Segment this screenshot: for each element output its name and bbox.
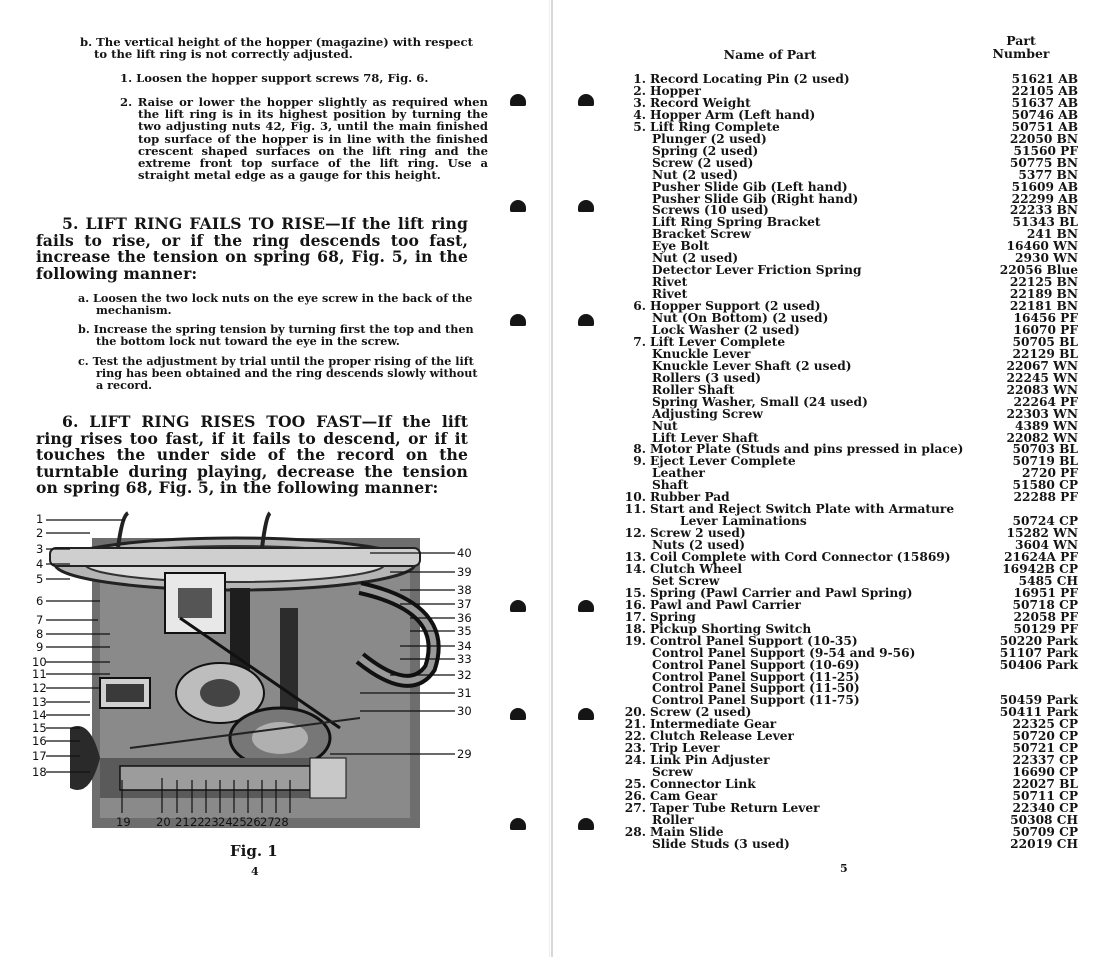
part-index: 8. <box>633 442 646 457</box>
binder-hole <box>510 314 526 326</box>
part-name: Main Slide <box>650 824 724 839</box>
part-name: Screw (2 used) <box>650 705 752 720</box>
fig-label-bottom: 22 <box>190 815 205 829</box>
fig-label-right: 30 <box>457 704 472 718</box>
part-number: 2930 WN <box>1015 251 1078 266</box>
part-index: 13. <box>624 550 646 564</box>
fig-label-left: 6 <box>36 594 44 608</box>
part-name: Rivet <box>652 275 688 290</box>
part-number: 51107 Park <box>999 645 1078 660</box>
fig-label-bottom: 21 <box>175 815 190 829</box>
part-name: Clutch Wheel <box>650 561 743 576</box>
binder-hole <box>510 600 526 612</box>
parts-row <box>556 659 1108 671</box>
part-number: 50775 BN <box>1009 155 1078 170</box>
parts-row <box>556 133 1108 145</box>
part-number: 50459 Park <box>999 693 1078 708</box>
part-name: Leather <box>652 466 705 481</box>
parts-row <box>556 360 1108 372</box>
part-number: 51637 AB <box>1011 95 1078 110</box>
part-name: Eject Lever Complete <box>650 454 796 469</box>
part-name: Screws (10 used) <box>652 203 769 218</box>
part-name: Spring (2 used) <box>652 143 759 158</box>
part-number: 51621 AB <box>1011 72 1078 86</box>
fig-label-left: 8 <box>36 627 44 641</box>
part-name: Control Panel Support (11-50) <box>652 681 860 696</box>
part-name: Detector Lever Friction Spring <box>652 263 862 278</box>
part-name: Spring Washer, Small (24 used) <box>652 394 868 409</box>
part-name: Lock Washer (2 used) <box>652 322 800 337</box>
part-name: Cam Gear <box>650 789 718 803</box>
part-number: 16070 PF <box>1013 322 1078 337</box>
part-name: Control Panel Support (10-69) <box>652 657 860 672</box>
part-index: 6. <box>633 299 646 314</box>
part-name: Record Weight <box>650 95 751 110</box>
part-name: Record Locating Pin (2 used) <box>650 72 850 86</box>
parts-row <box>556 408 1108 420</box>
part-name: Coil Complete with Cord Connector (15869) <box>650 550 951 564</box>
part-name: Connector Link <box>650 777 756 792</box>
part-number: 50703 BL <box>1012 442 1078 457</box>
part-name: Plunger (2 used) <box>652 131 767 146</box>
part-number: 16460 WN <box>1006 239 1078 254</box>
parts-row <box>556 216 1108 228</box>
parts-row <box>556 635 1108 647</box>
part-number: 22181 BN <box>1009 299 1078 314</box>
part-index: 7. <box>633 334 646 349</box>
part-name: Clutch Release Lever <box>650 729 794 744</box>
left-page <box>0 0 552 957</box>
part-index: 10. <box>624 490 646 505</box>
part-number: 50709 CP <box>1012 824 1078 839</box>
part-name: Pusher Slide Gib (Right hand) <box>652 191 859 206</box>
part-name: Eye Bolt <box>652 239 710 254</box>
part-name: Hopper Arm (Left hand) <box>650 107 816 122</box>
fig-label-right: 29 <box>457 747 472 761</box>
fig-label-bottom: 26 <box>246 815 261 829</box>
part-name: Nut (2 used) <box>652 167 739 182</box>
fig-label-left: 1 <box>36 512 44 526</box>
fig-label-right: 36 <box>457 611 472 625</box>
part-name: Spring (Pawl Carrier and Pawl Spring) <box>650 585 913 600</box>
part-name: Set Screw <box>652 573 720 588</box>
parts-row <box>556 157 1108 169</box>
part-name: Pusher Slide Gib (Left hand) <box>652 179 848 194</box>
part-number: 51560 PF <box>1013 143 1078 158</box>
section-6-heading: 6. LIFT RING RISES TOO FAST—If the lift ring rises too fast, if it fails to descend, or if it touches the under side of the record on the turntable during playing, decrease the tension on spring 68, Fig. 5, in the following manner: <box>36 412 468 498</box>
part-number: 51609 AB <box>1011 179 1078 194</box>
fig-label-right: 38 <box>457 583 472 597</box>
part-number: 50746 AB <box>1011 107 1078 122</box>
part-number: 4389 WN <box>1015 418 1078 433</box>
part-number: 50721 CP <box>1012 741 1078 756</box>
part-number: 241 BN <box>1026 227 1078 242</box>
part-number: 50711 CP <box>1012 789 1078 803</box>
part-number: 22325 CP <box>1012 717 1078 732</box>
parts-row <box>556 121 1108 133</box>
part-index: 21. <box>624 717 646 732</box>
fig-label-right: 32 <box>457 668 472 682</box>
part-index: 12. <box>624 526 646 541</box>
part-number: 22019 CH <box>1010 836 1078 851</box>
part-number: 51343 BL <box>1012 215 1078 230</box>
step-2: 2. Raise or lower the hopper slightly as required when the lift ring is in its highest position by turning the two adjusting nuts 42, Fig. 3, until the main finished top surface of the hopper is in line with the finished crescent shaped surfaces on the lift ring and the extreme front top surface of the lift ring. Use a straight metal edge as a gauge for this height. <box>120 95 488 183</box>
part-number: 50724 CP <box>1012 514 1078 529</box>
part-number: 51580 CP <box>1012 478 1078 493</box>
part-number: 50220 Park <box>999 633 1078 648</box>
fig-label-right: 31 <box>457 686 472 700</box>
fig-label-left: 2 <box>36 526 44 540</box>
part-number: 22337 CP <box>1012 753 1078 768</box>
part-name: Lift Lever Complete <box>650 334 786 349</box>
parts-row <box>556 838 1108 850</box>
figure-caption: Fig. 1 <box>230 842 278 860</box>
part-name: Nut (On Bottom) (2 used) <box>652 311 829 325</box>
part-name: Rubber Pad <box>650 490 730 505</box>
s5-step-c: c. Test the adjustment by trial until the proper rising of the lift ring has been obtained and the ring descends slowly without a record. <box>78 354 478 393</box>
part-index: 18. <box>624 621 646 636</box>
fig-label-left: 5 <box>36 572 44 586</box>
part-number: 50719 BL <box>1012 454 1078 469</box>
part-number: 50308 CH <box>1010 812 1078 827</box>
part-index: 19. <box>624 633 646 648</box>
part-name: Spring <box>650 609 696 624</box>
part-name: Control Panel Support (9-54 and 9-56) <box>652 645 916 660</box>
fig-label-right: 34 <box>457 639 472 653</box>
part-index: 25. <box>624 777 646 792</box>
parts-row <box>556 396 1108 408</box>
parts-row <box>556 420 1108 432</box>
part-name: Shaft <box>652 478 689 493</box>
binder-hole <box>510 200 526 212</box>
part-number: 50751 AB <box>1011 119 1078 134</box>
fig-label-left: 14 <box>32 708 47 722</box>
step-1: 1. Loosen the hopper support screws 78, Fig. 6. <box>120 71 429 85</box>
fig-label-right: 39 <box>457 565 472 579</box>
part-name: Screw (2 used) <box>652 155 754 170</box>
s5-step-b: b. Increase the spring tension by turning first the top and then the bottom lock nut toward the eye in the screw. <box>78 322 474 349</box>
part-number: 16690 CP <box>1012 765 1078 780</box>
part-name: Screw <box>652 765 693 780</box>
s5-step-a: a. Loosen the two lock nuts on the eye screw in the back of the mechanism. <box>78 291 473 318</box>
fig-label-left: 13 <box>32 695 47 709</box>
fig-label-bottom: 23 <box>204 815 219 829</box>
right-page <box>556 0 1108 957</box>
part-name: Lift Lever Shaft <box>652 430 759 445</box>
parts-row <box>556 599 1108 611</box>
parts-row <box>556 169 1108 181</box>
fig-label-bottom: 25 <box>232 815 247 829</box>
part-index: 15. <box>624 585 646 600</box>
part-name: Pawl and Pawl Carrier <box>650 597 801 612</box>
fig-label-left: 12 <box>32 681 47 695</box>
part-name: Nut (2 used) <box>652 251 739 266</box>
part-number: 16456 PF <box>1013 311 1078 325</box>
part-name: Control Panel Support (11-25) <box>652 669 860 684</box>
part-name: Knuckle Lever Shaft (2 used) <box>652 358 852 373</box>
part-number: 22050 BN <box>1009 131 1078 146</box>
part-number: 22245 WN <box>1006 370 1078 385</box>
binder-hole <box>510 708 526 720</box>
part-name: Roller <box>652 812 694 827</box>
part-index: 9. <box>633 454 646 469</box>
part-name: Screw 2 used) <box>650 526 746 541</box>
parts-row <box>556 372 1108 384</box>
part-number: 22067 WN <box>1006 358 1078 373</box>
part-index: 26. <box>624 789 646 803</box>
part-name: Lift Ring Spring Bracket <box>652 215 821 230</box>
part-number: 22303 WN <box>1006 406 1078 421</box>
part-number: 2720 PF <box>1022 466 1078 481</box>
item-b: b. The vertical height of the hopper (magazine) with respect to the lift ring is not correctly adjusted. <box>80 35 473 62</box>
fig-label-right: 35 <box>457 624 472 638</box>
part-index: 11. <box>624 502 646 517</box>
part-name: Lift Ring Complete <box>650 119 780 134</box>
part-name: Intermediate Gear <box>650 717 777 732</box>
fig-label-left: 17 <box>32 749 47 763</box>
part-index: 27. <box>624 800 646 815</box>
part-name: Start and Reject Switch Plate with Armature <box>650 502 955 517</box>
part-name: Hopper Support (2 used) <box>650 299 821 314</box>
part-name: Control Panel Support (11-75) <box>652 693 860 708</box>
part-name: Adjusting Screw <box>652 406 763 421</box>
part-number: 22233 BN <box>1009 203 1078 218</box>
part-name: Motor Plate (Studs and pins pressed in place) <box>650 442 964 457</box>
part-number: 22056 Blue <box>999 263 1078 278</box>
part-index: 24. <box>624 753 646 768</box>
part-name: Nuts (2 used) <box>652 538 745 553</box>
section-5-heading: 5. LIFT RING FAILS TO RISE—If the lift ring fails to rise, or if the ring descends too fast, increase the tension on spring 68, Fig. 5, in the following manner: <box>36 214 468 283</box>
part-name: Nut <box>652 418 678 433</box>
part-index: 5. <box>633 119 646 134</box>
part-number: 50718 CP <box>1012 597 1078 612</box>
part-number: 22288 PF <box>1013 490 1078 505</box>
part-name: Control Panel Support (10-35) <box>650 633 858 648</box>
part-number: 22299 AB <box>1011 191 1078 206</box>
part-number: 22125 BN <box>1009 275 1078 290</box>
fig-label-left: 3 <box>36 542 44 556</box>
column-header-name: Name of Part <box>723 47 817 62</box>
fig-label-left: 4 <box>36 557 44 571</box>
part-index: 2. <box>633 83 646 98</box>
part-number: 22105 AB <box>1011 83 1078 98</box>
part-index: 20. <box>624 705 646 720</box>
binder-hole <box>510 818 526 830</box>
part-name: Rivet <box>652 287 688 302</box>
parts-row <box>556 623 1108 635</box>
part-name: Rollers (3 used) <box>652 370 762 385</box>
parts-row <box>556 647 1108 659</box>
binder-hole <box>510 94 526 106</box>
part-name: Taper Tube Return Lever <box>650 800 820 815</box>
fig-label-right: 37 <box>457 597 472 611</box>
parts-row <box>556 181 1108 193</box>
parts-row <box>556 611 1108 623</box>
figure-1-illustration <box>30 508 480 838</box>
fig-label-left: 15 <box>32 721 47 735</box>
part-name: Pickup Shorting Switch <box>650 621 812 636</box>
part-index: 28. <box>624 824 646 839</box>
part-name: Bracket Screw <box>652 227 751 242</box>
fig-label-bottom: 28 <box>274 815 289 829</box>
page-number-left: 4 <box>251 865 259 878</box>
part-number: 50129 PF <box>1013 621 1078 636</box>
part-number: 50705 BL <box>1012 334 1078 349</box>
part-number: 50720 CP <box>1012 729 1078 744</box>
fig-label-left: 16 <box>32 734 47 748</box>
part-name: Link Pin Adjuster <box>650 753 770 768</box>
fig-label-left: 10 <box>32 655 47 669</box>
part-number: 22027 BL <box>1012 777 1078 792</box>
fig-label-left: 7 <box>36 613 44 627</box>
part-name: Lever Laminations <box>680 514 807 529</box>
fig-label-bottom: 19 <box>116 815 131 829</box>
part-index: 22. <box>624 729 646 744</box>
part-index: 1. <box>633 72 646 86</box>
part-index: 4. <box>633 107 646 122</box>
parts-row <box>556 145 1108 157</box>
fig-label-right: 33 <box>457 652 472 666</box>
part-number: 3604 WN <box>1015 538 1078 553</box>
part-number: 15282 WN <box>1006 526 1078 541</box>
part-number: 22189 BN <box>1009 287 1078 302</box>
part-number: 21624A PF <box>1004 550 1078 564</box>
fig-label-right: 40 <box>457 546 472 560</box>
fig-label-left: 18 <box>32 765 47 779</box>
part-name: Slide Studs (3 used) <box>652 836 790 851</box>
part-number: 22264 PF <box>1013 394 1078 409</box>
part-number: 22129 BL <box>1012 346 1078 361</box>
part-number: 22083 WN <box>1006 382 1078 397</box>
part-name: Knuckle Lever <box>652 346 751 361</box>
part-name: Trip Lever <box>650 741 720 756</box>
fig-label-bottom: 20 <box>156 815 171 829</box>
part-number: 22058 PF <box>1013 609 1078 624</box>
fig-label-bottom: 27 <box>260 815 275 829</box>
fig-label-left: 9 <box>36 640 44 654</box>
parts-row <box>556 384 1108 396</box>
part-name: Hopper <box>650 83 701 98</box>
part-name: Roller Shaft <box>652 382 735 397</box>
column-header-part: Part Number <box>992 33 1050 61</box>
part-index: 23. <box>624 741 646 756</box>
part-number: 22082 WN <box>1006 430 1078 445</box>
part-index: 14. <box>624 561 646 576</box>
part-number: 50411 Park <box>999 705 1078 720</box>
part-index: 3. <box>633 95 646 110</box>
part-index: 16. <box>624 597 646 612</box>
part-number: 5377 BN <box>1018 167 1078 182</box>
part-number: 16942B CP <box>1002 561 1078 576</box>
part-number: 22340 CP <box>1012 800 1078 815</box>
fig-label-bottom: 24 <box>218 815 233 829</box>
part-number: 16951 PF <box>1013 585 1078 600</box>
page-number-right: 5 <box>840 862 848 875</box>
part-index: 17. <box>624 609 646 624</box>
part-number: 5485 CH <box>1018 573 1078 588</box>
fig-label-left: 11 <box>32 667 47 681</box>
part-number: 50406 Park <box>999 657 1078 672</box>
